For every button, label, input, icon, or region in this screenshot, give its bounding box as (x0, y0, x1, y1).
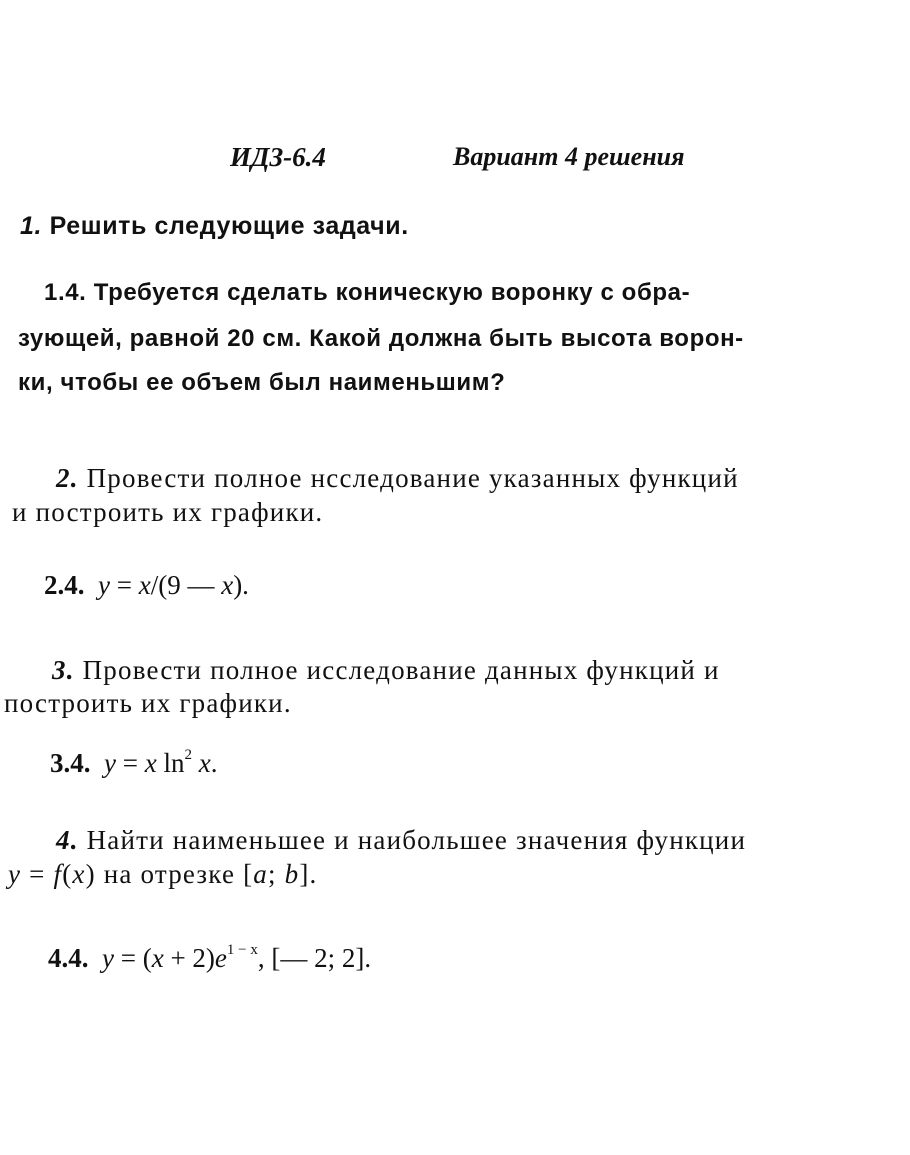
problem-2-4-label: 2.4. (44, 570, 85, 600)
interval-end: ]. (299, 859, 318, 889)
eq-sign: = (109, 570, 139, 600)
var-y: y (8, 859, 22, 889)
paren-open: ( (62, 859, 73, 889)
expr-part: /(9 — (150, 570, 222, 600)
section4-line2 (8, 859, 318, 890)
interval-text: на отрезке [ (95, 859, 254, 889)
var-x: x (72, 859, 86, 889)
var-y: y (102, 943, 114, 973)
section4-number: 4. (56, 825, 79, 855)
section2-number: 2. (56, 463, 79, 493)
var-x: x (191, 748, 211, 778)
section2-line1 (56, 463, 739, 494)
eq-sign: = (21, 859, 54, 889)
var-x: x (151, 943, 164, 973)
problem-3-4-label: 3.4. (50, 748, 91, 778)
paren-close: ) (85, 859, 96, 889)
page-title: ИДЗ-6.4 (230, 142, 326, 172)
problem-3-4 (50, 748, 217, 779)
variant-label: Вариант 4 решения (453, 142, 685, 171)
var-y: y (104, 748, 116, 778)
var-b: b (284, 859, 300, 889)
problem-1-4-text-line1: Требуется сделать коническую воронку с обра- (93, 279, 691, 306)
section3-number: 3. (52, 655, 75, 685)
section3-line2: построить их графики. (4, 688, 292, 718)
problem-1-4-line2: зующей, равной 20 см. Какой должна быть высота ворон- (18, 325, 744, 352)
var-a: a (253, 859, 268, 889)
section1-number: 1. (20, 212, 43, 240)
section2-text-line1: Провести полное нсследование указанных функций (86, 463, 739, 493)
section3-line1 (52, 655, 720, 686)
var-x: x (221, 570, 234, 600)
section4-line1 (56, 825, 746, 856)
problem-4-4 (48, 943, 371, 974)
exponent: 2 (184, 747, 192, 763)
problem-4-4-label: 4.4. (48, 943, 89, 973)
ln-function: ln (156, 748, 185, 778)
separator: ; (267, 859, 285, 889)
section4-text-line1: Найти наименьшее и наибольшее значения функции (86, 825, 747, 855)
eq-sign: = (115, 748, 145, 778)
expr-end: . (210, 748, 218, 778)
problem-2-4 (44, 570, 249, 601)
section2-line2: и построить их графики. (12, 497, 324, 527)
section1-heading (20, 212, 409, 241)
var-y: y (98, 570, 110, 600)
var-f: f (53, 859, 63, 889)
expr-part: + 2) (163, 943, 215, 973)
var-e: e (214, 943, 227, 973)
interval: , [— 2; 2]. (257, 943, 372, 973)
var-x: x (138, 570, 151, 600)
section1-heading-text: Решить следующие задачи. (49, 212, 409, 240)
problem-1-4-label: 1.4. (44, 279, 87, 306)
eq-sign: = ( (113, 943, 152, 973)
var-x: x (144, 748, 157, 778)
section3-text-line1: Провести полное исследование данных функций и (82, 655, 720, 685)
exponent: 1 − x (226, 942, 258, 958)
problem-1-4-line3: ки, чтобы ее объем был наименьшим? (18, 369, 506, 396)
expr-end: ). (233, 570, 249, 600)
problem-1-4-line1 (44, 279, 690, 307)
